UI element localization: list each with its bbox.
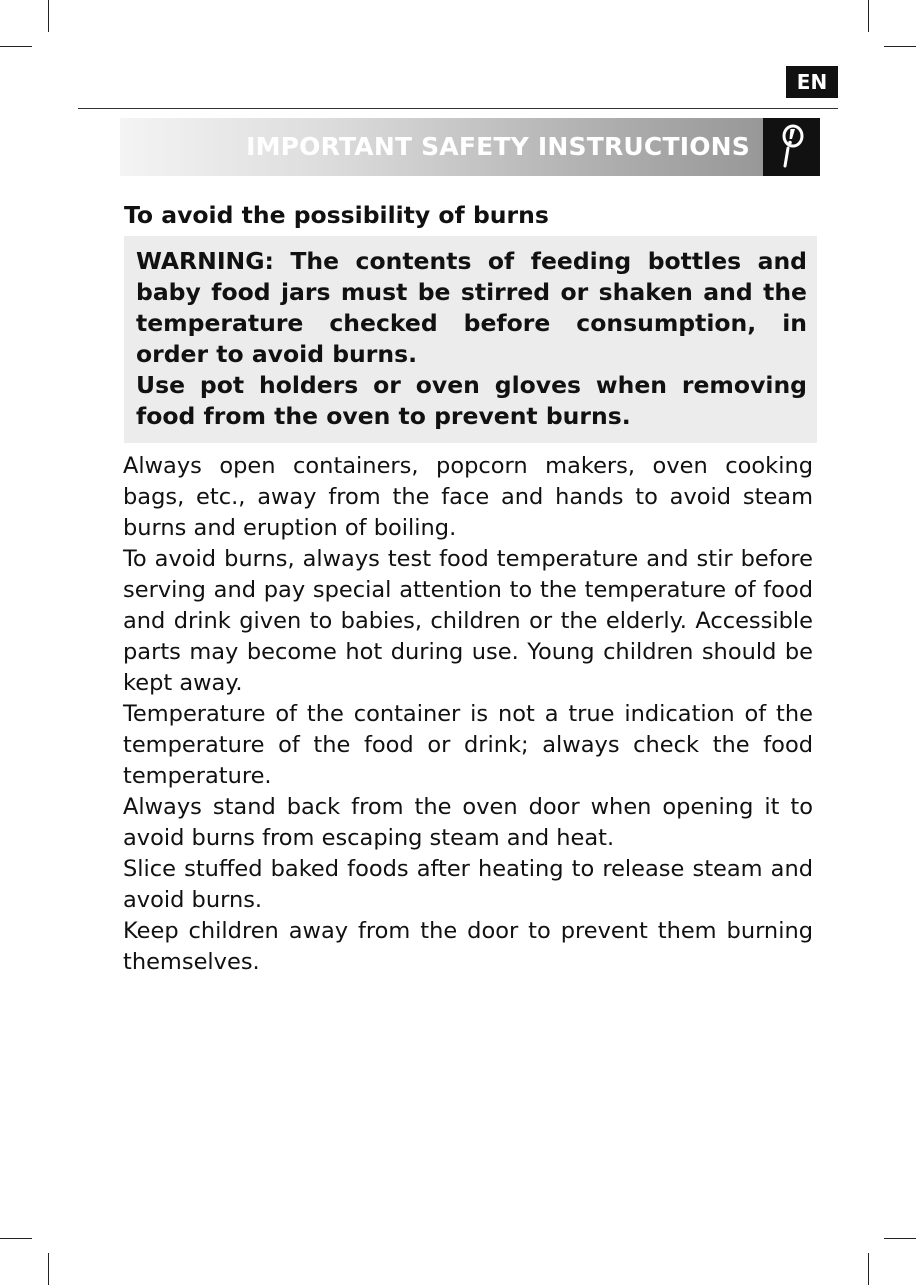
banner-title: IMPORTANT SAFETY INSTRUCTIONS (246, 132, 750, 161)
crop-mark-top-right-vertical (868, 0, 869, 32)
header-rule (78, 108, 838, 109)
crop-mark-top-left-horizontal (0, 46, 32, 47)
crop-mark-top-left-vertical (48, 0, 49, 32)
crop-mark-bottom-right-vertical (868, 1253, 869, 1285)
crop-mark-bottom-left-vertical (48, 1253, 49, 1285)
instruction-paragraph: Keep children away from the door to prevent them burning themselves. (123, 918, 813, 975)
warning-box (124, 236, 817, 443)
instruction-paragraph: Temperature of the container is not a true indication of the temperature of the food or drink; always check the food temperature. (123, 701, 813, 789)
caution-icon (763, 118, 820, 176)
caution-icon-glyph (776, 124, 806, 170)
instructions-body (123, 451, 813, 978)
section-heading: To avoid the possibility of burns (124, 201, 549, 229)
instruction-paragraph: Slice stuffed baked foods after heating to release steam and avoid burns. (123, 856, 813, 913)
language-badge: EN (786, 66, 838, 98)
crop-mark-top-right-horizontal (884, 46, 916, 47)
instruction-paragraph: Always stand back from the oven door when opening it to avoid burns from escaping steam and heat. (123, 794, 813, 851)
warning-paragraph: WARNING: The contents of feeding bottles and baby food jars must be stirred or shaken and the temperature checked before consumption, in order to avoid burns. (136, 247, 807, 368)
warning-paragraph: Use pot holders or oven gloves when removing food from the oven to prevent burns. (136, 371, 807, 430)
instruction-paragraph: Always open containers, popcorn makers, oven cooking bags, etc., away from the face and hands to avoid steam burns and eruption of boiling. (123, 453, 813, 541)
safety-banner (120, 118, 820, 176)
crop-mark-bottom-right-horizontal (884, 1238, 916, 1239)
instruction-paragraph: To avoid burns, always test food temperature and stir before serving and pay special attention to the temperature of food and drink given to babies, children or the elderly. Accessible parts may become hot during use. Young children should be kept away. (123, 546, 813, 696)
crop-mark-bottom-left-horizontal (0, 1238, 32, 1239)
